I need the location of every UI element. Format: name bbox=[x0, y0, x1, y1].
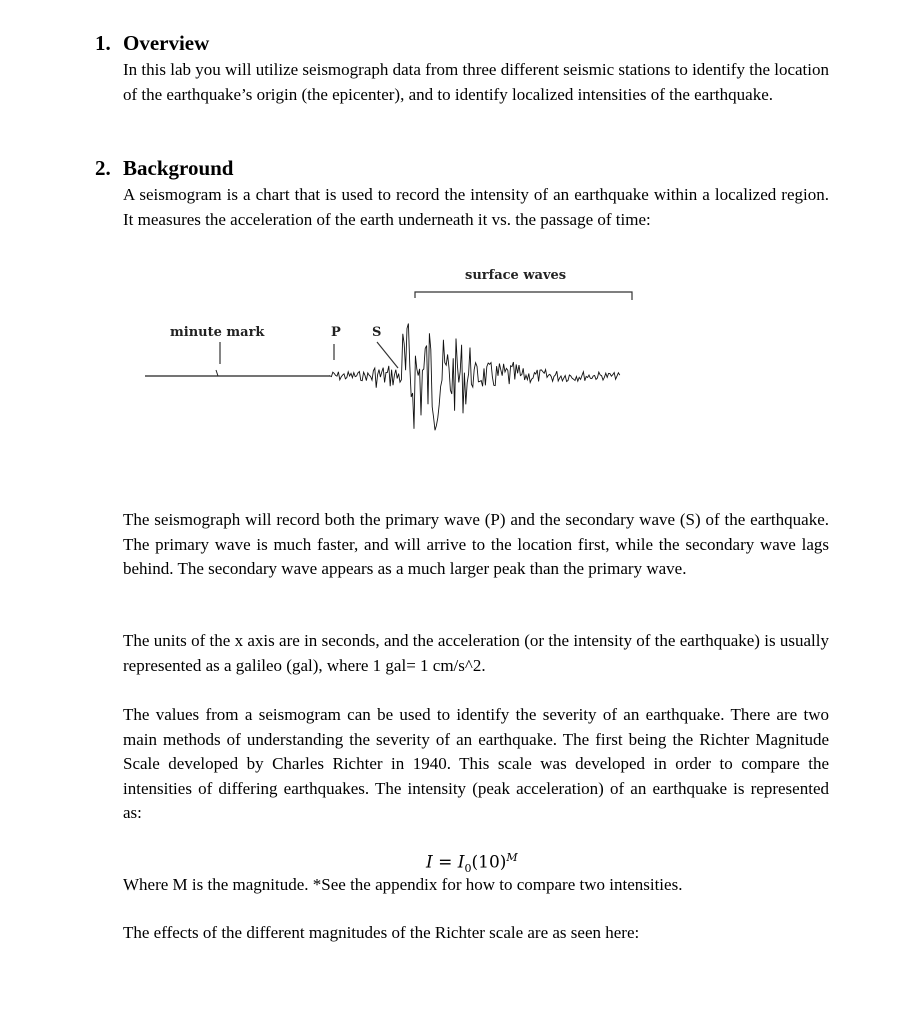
section-title: Overview bbox=[123, 31, 210, 55]
equation-exponent: M bbox=[506, 851, 518, 864]
background-paragraph-2: The seismograph will record both the primary wave (P) and the secondary wave (S) of the earthquake. The primary wave is much faster, and will arrive to the location first, while the secondary wave lags behind. The secondary wave appears as a much larger peak than the primary wave. bbox=[123, 510, 829, 578]
background-paragraph-4: The values from a seismogram can be used to identify the severity of an earthquake. There are two main methods of understanding the severity of an earthquake. The first being the Richter Magnitude Scale developed by Charles Richter in 1940. This scale was developed in order to compare the intensities of differing earthquakes. The intensity (peak acceleration) of an earthquake is represented as: bbox=[123, 705, 829, 822]
minute-mark-label: minute mark bbox=[170, 325, 265, 340]
s-wave-label: S bbox=[372, 325, 382, 340]
surface-waves-label: surface waves bbox=[465, 268, 567, 283]
section-number: 1. bbox=[95, 31, 111, 55]
seismogram-figure bbox=[140, 262, 640, 447]
equation-base: I bbox=[457, 852, 465, 873]
background-paragraph-6: The effects of the different magnitudes of the Richter scale are as seen here: bbox=[123, 923, 640, 942]
section-number: 2. bbox=[95, 156, 111, 180]
equation-subscript: 0 bbox=[464, 862, 472, 876]
section-heading-overview bbox=[95, 31, 209, 55]
background-paragraph-3: The units of the x axis are in seconds, and the acceleration (or the intensity of the earthquake) is usually represented as a galileo (gal), where 1 gal= 1 cm/s^2. bbox=[123, 631, 829, 675]
section-title: Background bbox=[123, 156, 234, 180]
section-heading-background bbox=[95, 156, 234, 180]
p-wave-label: P bbox=[331, 325, 341, 340]
seismogram-svg bbox=[140, 262, 640, 447]
s-wave-pointer bbox=[377, 342, 398, 368]
background-paragraph-5: Where M is the magnitude. *See the appendix for how to compare two intensities. bbox=[123, 875, 683, 894]
equation-factor: (10) bbox=[471, 852, 507, 873]
equation-equals: = bbox=[438, 852, 453, 873]
minute-mark-tick bbox=[216, 370, 218, 376]
background-paragraph-1: A seismogram is a chart that is used to record the intensity of an earthquake within a localized region. It measures the acceleration of the earth underneath it vs. the passage of time: bbox=[123, 185, 829, 229]
surface-waves-bracket bbox=[415, 292, 632, 300]
overview-paragraph: In this lab you will utilize seismograph data from three different seismic stations to identify the location of the earthquake’s origin (the epicenter), and to identify localized intensities of the earthquake. bbox=[123, 60, 829, 104]
equation-lhs: I bbox=[426, 852, 433, 873]
